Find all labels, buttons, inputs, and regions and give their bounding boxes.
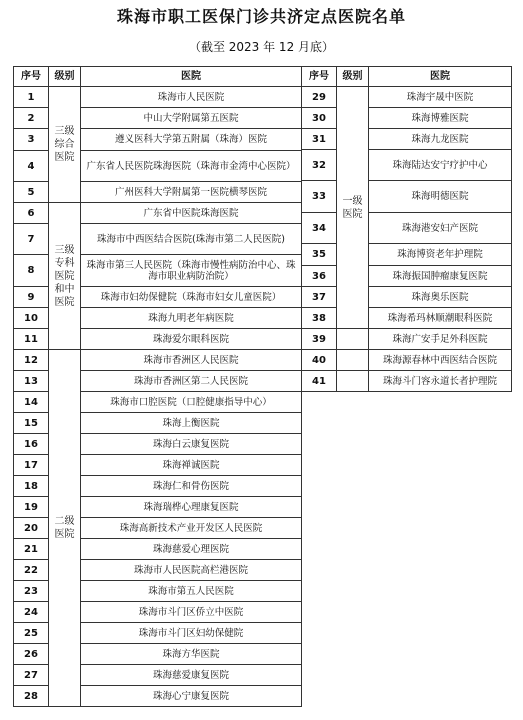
hospital-name: 珠海上衡医院 <box>81 413 302 434</box>
row-number: 41 <box>302 371 337 392</box>
row-number: 4 <box>14 151 49 182</box>
row-number: 7 <box>14 224 49 255</box>
hospital-name: 珠海爱尔眼科医院 <box>81 329 302 350</box>
level-cell-empty <box>337 329 369 350</box>
header-no: 序号 <box>302 67 337 87</box>
header-no: 序号 <box>14 67 49 87</box>
table-row <box>14 350 302 371</box>
hospital-name: 珠海禅诚医院 <box>81 455 302 476</box>
hospital-name: 珠海市人民医院 <box>81 87 302 108</box>
hospital-name: 珠海慈爱康复医院 <box>81 665 302 686</box>
table-row <box>14 203 302 224</box>
hospital-name: 珠海宇晟中医院 <box>369 87 512 108</box>
row-number: 1 <box>14 87 49 108</box>
hospital-name: 珠海市口腔医院（口腔健康指导中心） <box>81 392 302 413</box>
page-subtitle: （截至 2023 年 12 月底） <box>188 40 335 54</box>
hospital-name: 珠海斗门容永道长者护理院 <box>369 371 512 392</box>
table-header-row <box>14 67 302 87</box>
row-number: 40 <box>302 350 337 371</box>
hospital-name: 珠海市第五人民医院 <box>81 581 302 602</box>
row-number: 16 <box>14 434 49 455</box>
hospital-name: 珠海市人民医院高栏港医院 <box>81 560 302 581</box>
hospital-name: 珠海仁和骨伤医院 <box>81 476 302 497</box>
hospital-name: 珠海源春林中西医结合医院 <box>369 350 512 371</box>
hospital-name: 广东省人民医院珠海医院（珠海市金湾中心医院） <box>81 151 302 182</box>
table-row <box>302 129 512 150</box>
page-title: 珠海市职工医保门诊共济定点医院名单 <box>116 7 406 26</box>
row-number: 20 <box>14 518 49 539</box>
table-row <box>14 87 302 108</box>
level-cell: 二级医院 <box>49 350 81 707</box>
table-header-row <box>302 67 512 87</box>
hospital-name: 珠海希玛林顺潮眼科医院 <box>369 308 512 329</box>
header-level: 级别 <box>337 67 369 87</box>
row-number: 33 <box>302 181 337 213</box>
hospital-name: 广州医科大学附属第一医院横琴医院 <box>81 182 302 203</box>
row-number: 11 <box>14 329 49 350</box>
row-number: 25 <box>14 623 49 644</box>
row-number: 17 <box>14 455 49 476</box>
row-number: 36 <box>302 266 337 287</box>
row-number: 34 <box>302 213 337 244</box>
hospital-name: 珠海市斗门区妇幼保健院 <box>81 623 302 644</box>
table-row <box>302 244 512 266</box>
hospital-name: 珠海市斗门区侨立中医院 <box>81 602 302 623</box>
table-row <box>302 266 512 287</box>
hospital-name: 珠海广安手足外科医院 <box>369 329 512 350</box>
hospital-name: 珠海博资老年护理院 <box>369 244 512 266</box>
row-number: 8 <box>14 255 49 287</box>
row-number: 10 <box>14 308 49 329</box>
level-cell-empty <box>337 371 369 392</box>
row-number: 22 <box>14 560 49 581</box>
hospital-name: 珠海明德医院 <box>369 181 512 213</box>
row-number: 30 <box>302 108 337 129</box>
hospital-name: 珠海市妇幼保健院（珠海市妇女儿童医院） <box>81 287 302 308</box>
hospital-name: 遵义医科大学第五附属（珠海）医院 <box>81 129 302 151</box>
hospital-name: 珠海市香洲区第二人民医院 <box>81 371 302 392</box>
table-row <box>302 329 512 350</box>
table-row <box>302 308 512 329</box>
hospital-name: 珠海心宁康复医院 <box>81 686 302 707</box>
level-cell: 三级综合医院 <box>49 87 81 203</box>
hospital-name: 珠海方华医院 <box>81 644 302 665</box>
hospital-name: 珠海奥乐医院 <box>369 287 512 308</box>
row-number: 38 <box>302 308 337 329</box>
row-number: 6 <box>14 203 49 224</box>
row-number: 27 <box>14 665 49 686</box>
row-number: 28 <box>14 686 49 707</box>
table-row <box>302 108 512 129</box>
row-number: 3 <box>14 129 49 151</box>
row-number: 39 <box>302 329 337 350</box>
table-row <box>302 371 512 392</box>
row-number: 32 <box>302 150 337 181</box>
table-row <box>302 150 512 181</box>
hospital-table-right <box>301 66 512 392</box>
hospital-name: 珠海高新技术产业开发区人民医院 <box>81 518 302 539</box>
row-number: 37 <box>302 287 337 308</box>
hospital-name: 珠海博雅医院 <box>369 108 512 129</box>
hospital-name: 珠海港安妇产医院 <box>369 213 512 244</box>
hospital-name: 珠海市香洲区人民医院 <box>81 350 302 371</box>
row-number: 15 <box>14 413 49 434</box>
row-number: 13 <box>14 371 49 392</box>
hospital-name: 珠海市中西医结合医院(珠海市第二人民医院) <box>81 224 302 255</box>
row-number: 2 <box>14 108 49 129</box>
table-row <box>302 87 512 108</box>
table-row <box>302 213 512 244</box>
hospital-name: 珠海九龙医院 <box>369 129 512 150</box>
hospital-name: 珠海慈爱心理医院 <box>81 539 302 560</box>
hospital-name: 广东省中医院珠海医院 <box>81 203 302 224</box>
level-cell: 三级专科医院和中医院 <box>49 203 81 350</box>
row-number: 19 <box>14 497 49 518</box>
row-number: 9 <box>14 287 49 308</box>
level-cell-empty <box>337 350 369 371</box>
row-number: 24 <box>14 602 49 623</box>
header-level: 级别 <box>49 67 81 87</box>
header-hospital: 医院 <box>81 67 302 87</box>
hospital-name: 珠海振国肿瘤康复医院 <box>369 266 512 287</box>
row-number: 29 <box>302 87 337 108</box>
row-number: 31 <box>302 129 337 150</box>
row-number: 14 <box>14 392 49 413</box>
table-row <box>302 350 512 371</box>
hospital-name: 珠海市第三人民医院（珠海市慢性病防治中心、珠海市职业病防治院） <box>81 255 302 287</box>
hospital-name: 珠海白云康复医院 <box>81 434 302 455</box>
level-cell: 一级医院 <box>337 87 369 329</box>
row-number: 5 <box>14 182 49 203</box>
hospital-table-left <box>13 66 302 707</box>
hospital-name: 中山大学附属第五医院 <box>81 108 302 129</box>
row-number: 23 <box>14 581 49 602</box>
row-number: 26 <box>14 644 49 665</box>
table-row <box>302 287 512 308</box>
row-number: 21 <box>14 539 49 560</box>
row-number: 12 <box>14 350 49 371</box>
hospital-name: 珠海瑞桦心理康复医院 <box>81 497 302 518</box>
header-hospital: 医院 <box>369 67 512 87</box>
hospital-name: 珠海九明老年病医院 <box>81 308 302 329</box>
row-number: 35 <box>302 244 337 266</box>
table-row <box>302 181 512 213</box>
hospital-name: 珠海陆达安宁疗护中心 <box>369 150 512 181</box>
row-number: 18 <box>14 476 49 497</box>
